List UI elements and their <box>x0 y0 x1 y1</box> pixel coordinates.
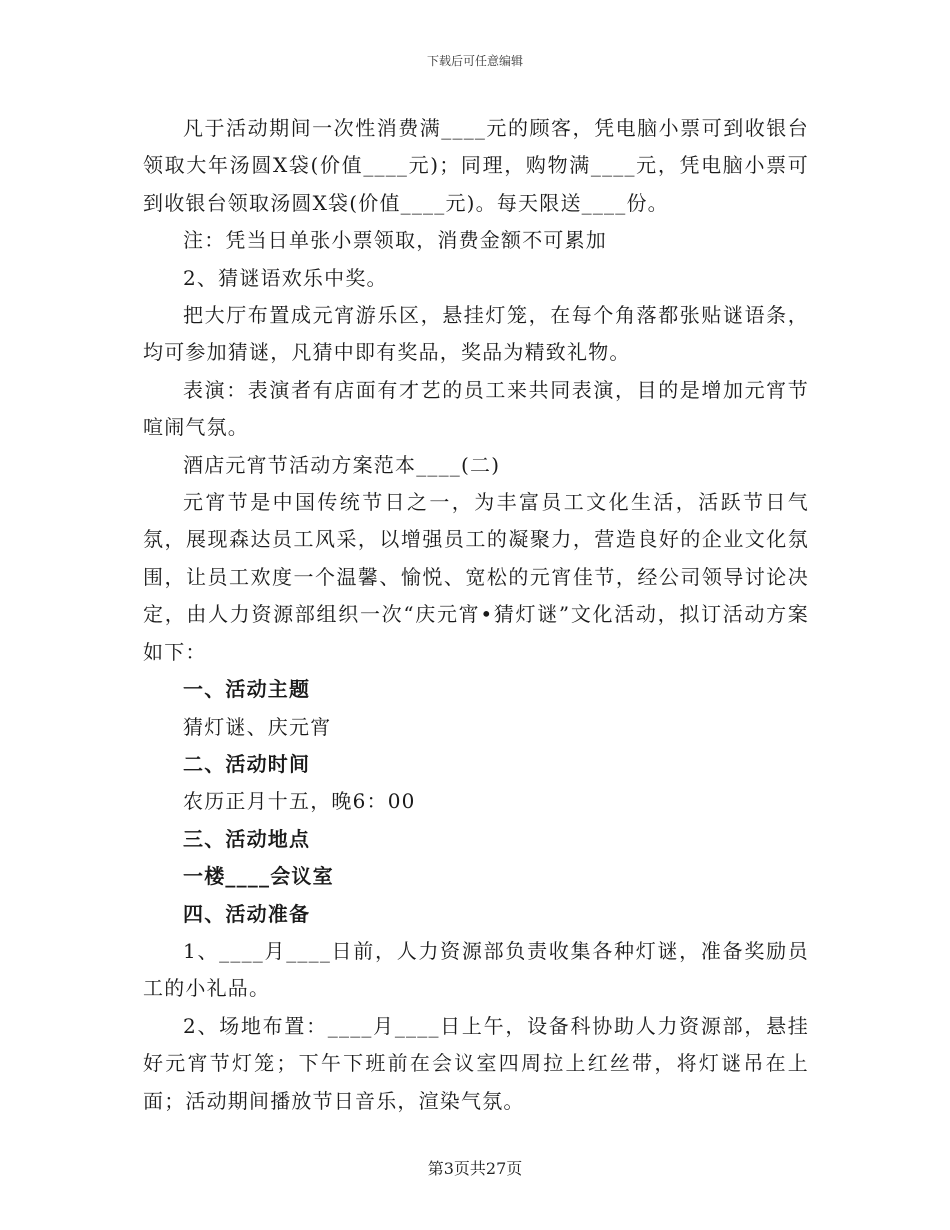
paragraph-consumption-offer: 凡于活动期间一次性消费满____元的顾客，凭电脑小票可到收银台领取大年汤圆X袋(价值____元)；同理，购物满____元，凭电脑小票可到收银台领取汤圆X袋(价值____元)。每天限送____份。 <box>143 116 809 215</box>
paragraph-performance: 表演：表演者有店面有才艺的员工来共同表演，目的是增加元宵节喧闹气氛。 <box>143 377 809 440</box>
paragraph-intro: 元宵节是中国传统节日之一，为丰富员工文化生活，活跃节日气氛，展现森达员工风采，以增强员工的凝聚力，营造良好的企业文化氛围，让员工欢度一个温馨、愉悦、宽松的元宵佳节，经公司领导讨论决定，由人力资源部组织一次“庆元宵•猜灯谜”文化活动，拟订活动方案如下： <box>143 490 809 664</box>
paragraph-location: 一楼____会议室 <box>183 864 334 889</box>
heading-preparation: 四、活动准备 <box>183 901 311 926</box>
heading-location: 三、活动地点 <box>183 826 311 851</box>
page-header: 下载后可任意编辑 <box>426 54 523 68</box>
paragraph-section-title: 酒店元宵节活动方案范本____(二) <box>183 452 501 477</box>
paragraph-riddle-heading: 2、猜谜语欢乐中奖。 <box>183 265 388 290</box>
heading-theme: 一、活动主题 <box>183 677 311 702</box>
paragraph-prep-2: 2、场地布置：____月____日上午，设备科协助人力资源部，悬挂好元宵节灯笼；下午下班前在会议室四周拉上红丝带，将灯谜吊在上面；活动期间播放节日音乐，渲染气氛。 <box>143 1013 809 1113</box>
heading-time: 二、活动时间 <box>183 751 311 776</box>
paragraph-prep-1: 1、____月____日前，人力资源部负责收集各种灯谜，准备奖励员工的小礼品。 <box>143 938 809 1001</box>
paragraph-note: 注：凭当日单张小票领取，消费金额不可累加 <box>183 228 607 253</box>
paragraph-time: 农历正月十五，晚6：00 <box>183 789 416 814</box>
paragraph-theme: 猜灯谜、庆元宵 <box>183 714 332 739</box>
page-footer: 第3页共27页 <box>427 1159 523 1178</box>
document-body <box>143 110 809 1120</box>
paragraph-riddle-area: 把大厅布置成元宵游乐区，悬挂灯笼，在每个角落都张贴谜语条，均可参加猜谜，凡猜中即有奖品，奖品为精致礼物。 <box>143 303 809 365</box>
